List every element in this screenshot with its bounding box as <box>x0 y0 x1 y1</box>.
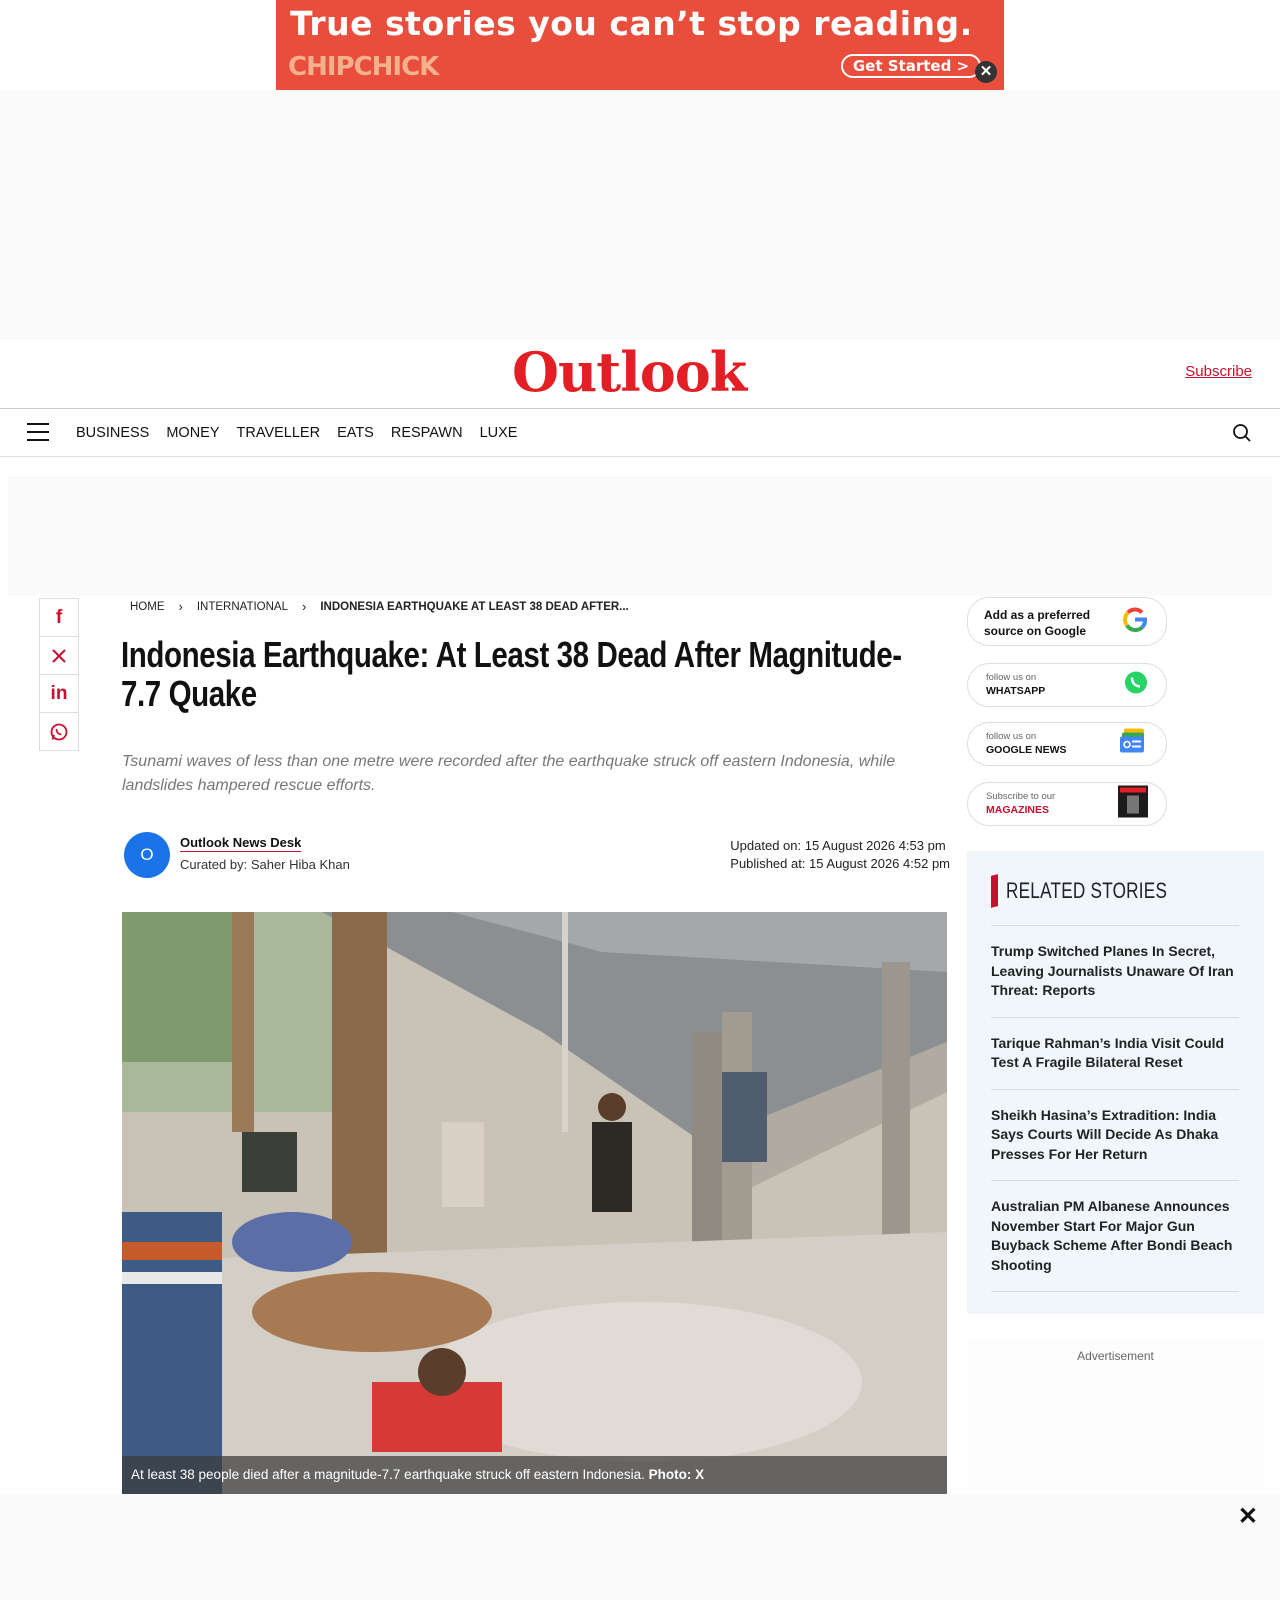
breadcrumb-international[interactable]: INTERNATIONAL <box>196 600 289 613</box>
whatsapp-small-label: follow us on <box>986 672 1037 683</box>
magazines-subscribe-button[interactable] <box>967 782 1167 826</box>
author-row <box>124 832 950 878</box>
outlook-logo[interactable]: Outlook <box>512 340 747 404</box>
linkedin-icon[interactable]: in <box>39 674 79 713</box>
chevron-right-icon: › <box>302 599 307 614</box>
related-item[interactable]: Sheikh Hasina’s Extradition: India Says Courts Will Decide As Dhaka Presses For Her Return <box>991 1090 1239 1182</box>
curated-by: Curated by: Saher Hiba Khan <box>180 857 350 872</box>
ad-headline: True stories you can’t stop reading. <box>290 4 973 43</box>
related-stories-header <box>991 875 1213 907</box>
x-icon[interactable] <box>39 636 79 675</box>
sidebar-ad <box>967 1339 1264 1489</box>
related-item[interactable]: Australian PM Albanese Announces November Start For Major Gun Buyback Scheme After Bondi Beach Shooting <box>991 1181 1239 1292</box>
ad-brand-logo: CHIPCHICK <box>288 52 439 82</box>
ad-get-started-button[interactable]: Get Started > <box>841 54 981 78</box>
google-news-follow-button[interactable] <box>967 722 1167 766</box>
google-icon <box>1122 606 1148 637</box>
article-title: Indonesia Earthquake: At Least 38 Dead After Magnitude-7.7 Quake <box>121 634 902 714</box>
related-item[interactable]: Trump Switched Planes In Secret, Leaving Journalists Unaware Of Iran Threat: Reports <box>991 926 1239 1018</box>
gnews-small-label: follow us on <box>986 731 1037 742</box>
caption-text: At least 38 people died after a magnitude-7.7 earthquake struck off eastern Indonesia. <box>131 1467 645 1482</box>
gnews-label: GOOGLE NEWS <box>986 744 1067 756</box>
article-dates <box>730 837 950 873</box>
related-list <box>991 925 1239 1292</box>
nav-item-luxe[interactable]: LUXE <box>479 425 518 441</box>
related-stories <box>967 851 1264 1314</box>
article-summary: Tsunami waves of less than one metre were recorded after the earthquake struck off eastern Indonesia, while landslides hampered rescue efforts. <box>122 753 896 794</box>
close-icon[interactable]: ✕ <box>1237 1503 1258 1530</box>
published-date: Published at: 15 August 2026 4:52 pm <box>730 856 950 871</box>
main-nav <box>0 408 1280 457</box>
avatar: O <box>124 832 170 878</box>
whatsapp-icon[interactable] <box>39 712 79 751</box>
search-icon[interactable] <box>1232 423 1252 443</box>
facebook-icon[interactable]: f <box>39 598 79 637</box>
breadcrumb <box>130 599 629 614</box>
updated-date: Updated on: 15 August 2026 4:53 pm <box>730 838 946 853</box>
subscribe-link[interactable]: Subscribe <box>1185 363 1252 380</box>
nav-item-respawn[interactable]: RESPAWN <box>390 425 463 441</box>
chevron-right-icon: › <box>178 599 183 614</box>
breadcrumb-current: INDONESIA EARTHQUAKE AT LEAST 38 DEAD AFTER... <box>320 600 629 613</box>
google-preferred-source-button[interactable] <box>967 597 1167 646</box>
breadcrumb-home[interactable]: HOME <box>130 600 165 613</box>
site-header <box>0 340 1280 408</box>
hamburger-icon[interactable] <box>27 423 49 441</box>
whatsapp-icon <box>1124 671 1148 700</box>
image-caption <box>122 1456 947 1494</box>
google-news-icon <box>1120 729 1148 760</box>
magazines-small-label: Subscribe to our <box>986 791 1056 802</box>
share-bar <box>39 598 79 750</box>
top-banner-ad[interactable] <box>276 0 1004 90</box>
magazines-label: MAGAZINES <box>986 804 1049 816</box>
hero-image <box>122 912 947 1494</box>
related-item[interactable]: Tarique Rahman’s India Visit Could Test A Fragile Bilateral Reset <box>991 1018 1239 1090</box>
google-line-2: source on Google <box>984 624 1087 638</box>
nav-item-traveller[interactable]: TRAVELLER <box>236 425 321 441</box>
related-accent-bar <box>991 874 998 908</box>
leaderboard-ad-space <box>8 476 1272 596</box>
whatsapp-label: WHATSAPP <box>986 685 1046 697</box>
related-stories-title: RELATED STORIES <box>1006 878 1168 903</box>
whatsapp-follow-button[interactable] <box>967 663 1167 707</box>
bottom-sticky-ad <box>0 1494 1280 1600</box>
magazine-cover-icon <box>1118 786 1148 823</box>
nav-item-business[interactable]: BUSINESS <box>76 425 150 441</box>
google-line-1: Add as a preferred <box>984 608 1091 622</box>
advertisement-label: Advertisement <box>1077 1349 1154 1363</box>
nav-items <box>76 425 517 441</box>
earthquake-rubble-photo <box>122 912 947 1494</box>
ad-close-icon[interactable]: ✕ <box>975 61 997 83</box>
nav-item-money[interactable]: MONEY <box>166 425 220 441</box>
caption-credit: Photo: X <box>648 1467 705 1482</box>
author-link[interactable]: Outlook News Desk <box>180 835 302 850</box>
nav-item-eats[interactable]: EATS <box>337 425 374 441</box>
